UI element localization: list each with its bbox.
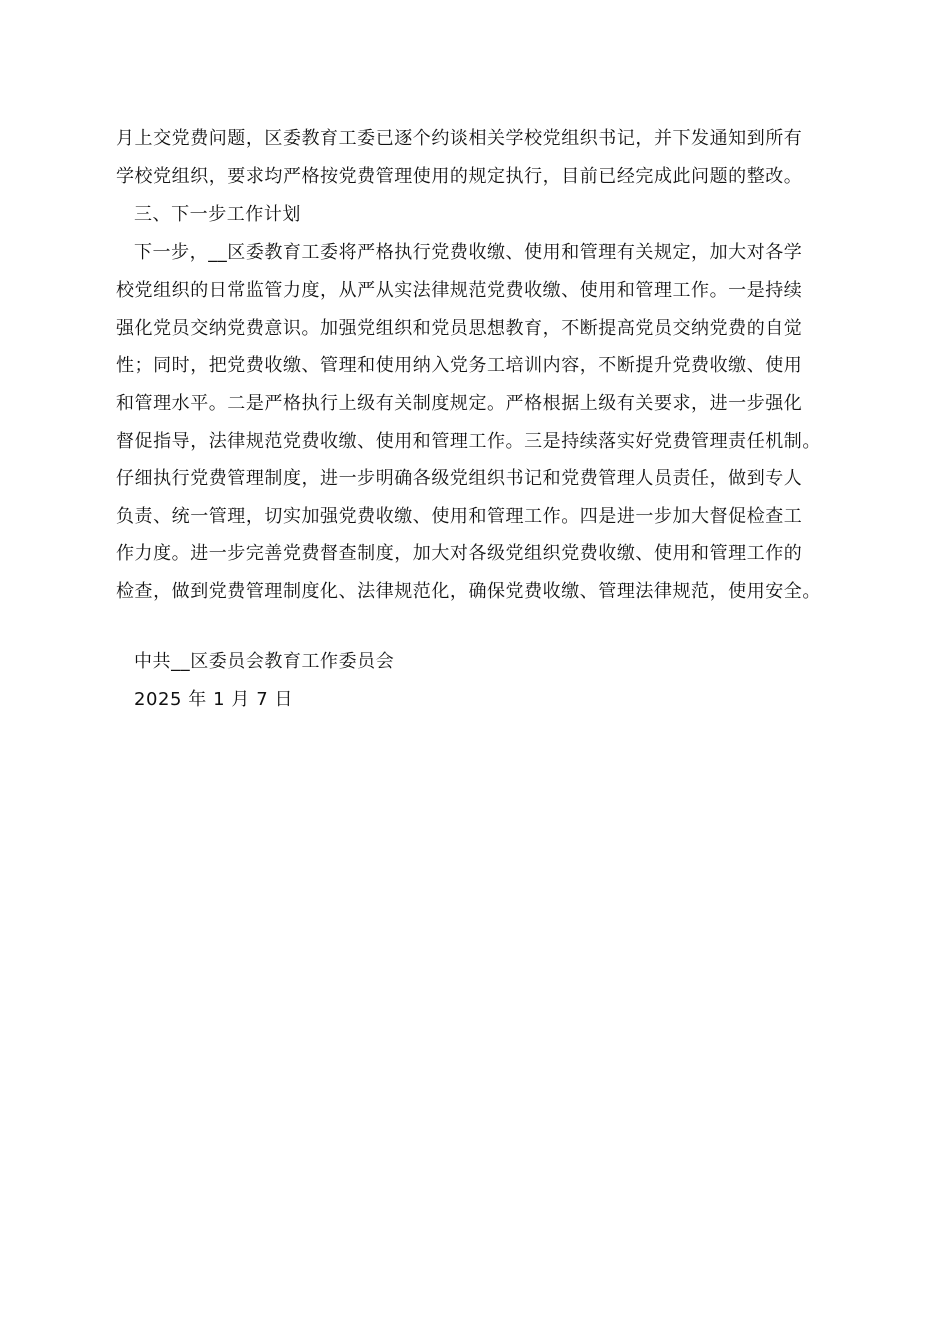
signature-organization: 中共__区委员会教育工作委员会 <box>134 651 395 672</box>
signature-date: 2025 年 1 月 7 日 <box>134 689 294 710</box>
paragraph-line: 性；同时，把党费收缴、管理和使用纳入党务工培训内容，不断提升党费收缴、使用 <box>116 355 803 376</box>
paragraph-line: 和管理水平。二是严格执行上级有关制度规定。严格根据上级有关要求，进一步强化 <box>116 393 803 414</box>
paragraph-line: 仔细执行党费管理制度，进一步明确各级党组织书记和党费管理人员责任，做到专人 <box>116 468 803 489</box>
paragraph-line: 学校党组织，要求均严格按党费管理使用的规定执行，目前已经完成此问题的整改。 <box>116 166 803 187</box>
paragraph-line: 作力度。进一步完善党费督查制度，加大对各级党组织党费收缴、使用和管理工作的 <box>116 543 803 564</box>
paragraph-line: 月上交党费问题，区委教育工委已逐个约谈相关学校党组织书记，并下发通知到所有 <box>116 128 803 149</box>
section-heading: 三、下一步工作计划 <box>134 204 301 225</box>
paragraph-line: 检查，做到党费管理制度化、法律规范化，确保党费收缴、管理法律规范，使用安全。 <box>116 581 821 602</box>
paragraph-line: 下一步，__区委教育工委将严格执行党费收缴、使用和管理有关规定，加大对各学 <box>134 242 803 263</box>
paragraph-line: 负责、统一管理，切实加强党费收缴、使用和管理工作。四是进一步加大督促检查工 <box>116 506 803 527</box>
paragraph-line: 强化党员交纳党费意识。加强党组织和党员思想教育，不断提高党员交纳党费的自觉 <box>116 318 803 339</box>
paragraph-line: 校党组织的日常监管力度，从严从实法律规范党费收缴、使用和管理工作。一是持续 <box>116 280 803 301</box>
paragraph-line: 督促指导，法律规范党费收缴、使用和管理工作。三是持续落实好党费管理责任机制。 <box>116 431 821 452</box>
